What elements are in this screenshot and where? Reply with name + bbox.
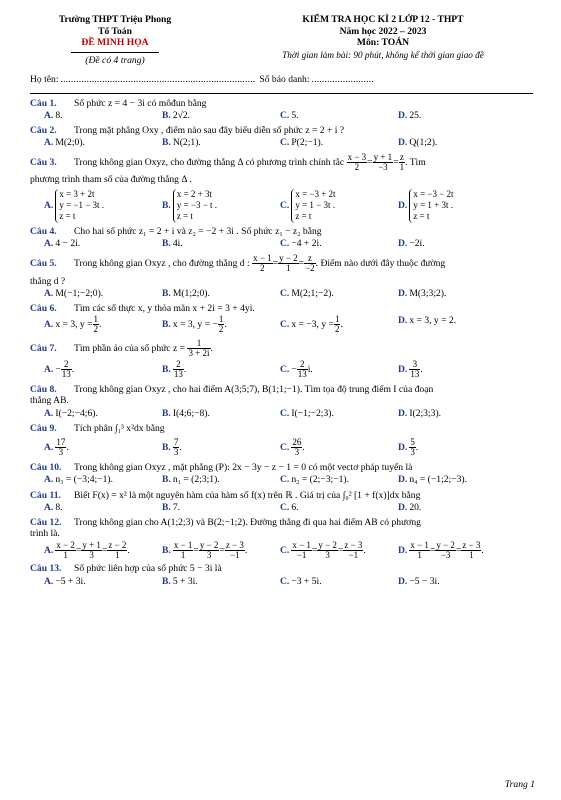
option-a[interactable]: A. −5 + 3i. — [44, 575, 86, 587]
student-info — [30, 74, 533, 86]
option-b[interactable]: B. N(2;1). — [162, 137, 201, 148]
option-d[interactable]: D. x = −3 − 2t y = 1 + 3t . z = t — [398, 188, 454, 222]
page-footer: Trang 1 — [504, 778, 535, 790]
question-text: Tìm phần ảo của số phức z = — [74, 343, 186, 355]
option-b[interactable]: B. $\frac{2}{13}$ . — [162, 358, 187, 380]
question-6 — [30, 303, 533, 335]
header-left — [30, 14, 200, 66]
question-number: Câu 5. — [30, 257, 57, 269]
options — [44, 474, 533, 486]
option-a[interactable]: A. 8. — [44, 110, 63, 121]
question-text: Trong không gian Oxyz , mặt phẳng (P): 2x − 3y − z − 1 = 0 có một vectơ pháp tuyến là — [74, 461, 413, 473]
question-text: Tích phân ∫₁³ x²dx bằng — [74, 423, 165, 435]
option-c[interactable]: C. x = −3 + 2t y = 1 − 3t . z = t — [280, 188, 336, 222]
option-a[interactable]: A. $\frac{17}{3}$ . — [44, 436, 69, 458]
question-number: Câu 9. — [30, 423, 57, 435]
question-10 — [30, 462, 533, 486]
question-text: Trong không gian cho A(1;2;3) và B(2;−1;2). Đường thẳng đi qua hai điểm AB có phương — [74, 516, 421, 528]
question-2 — [30, 125, 533, 149]
option-c[interactable]: C. 6. — [280, 502, 299, 513]
question-text: Trong không gian Oxyz , cho hai điểm A(3;5;7), B(1;1;−1). Tìm tọa độ trung điểm I của đoạn — [74, 383, 434, 395]
options — [44, 288, 533, 300]
option-c[interactable]: C. 5. — [280, 110, 299, 121]
option-c[interactable]: C. M(2;1;−2). — [280, 288, 334, 299]
question-number: Câu 1. — [30, 97, 57, 109]
school-name: Trường THPT Triệu Phong — [58, 14, 172, 25]
question-number: Câu 2. — [30, 124, 57, 136]
question-12 — [30, 517, 533, 561]
question-4 — [30, 226, 533, 250]
subject: Môn: TOÁN — [356, 37, 410, 48]
question-number: Câu 3. — [30, 156, 57, 168]
option-d[interactable]: D. $\frac{x - 1}{1}$ = $\frac{y - 2}{-3}$ = $\frac{z - 3}{1}$ . — [398, 539, 484, 560]
option-d[interactable]: D. −2i. — [398, 238, 425, 250]
option-b[interactable]: B. M(1;2;0). — [162, 288, 210, 299]
option-d[interactable]: D. $\frac{5}{3}$ . — [398, 436, 419, 458]
question-text: Tìm các số thực x, y thỏa mãn x + 2i = 3 + 4yi. — [74, 302, 255, 314]
question-text-cont: trình là. — [30, 528, 60, 539]
page-count: (Đề có 4 trang) — [85, 54, 145, 66]
question-number: Câu 8. — [30, 383, 57, 395]
options — [44, 541, 533, 561]
question-text: Cho hai số phức z₁ = 2 + i và z₂ = −2 + 3i . Số phức z₁ − z₂ bằng — [74, 225, 322, 237]
option-b[interactable]: B. x = 3, y = − $\frac{1}{2}$ . — [162, 314, 227, 335]
options — [44, 438, 533, 458]
id-label: Số báo danh: — [259, 74, 310, 85]
question-8 — [30, 384, 533, 420]
question-number: Câu 11. — [30, 489, 61, 501]
question-text: Số phức liên hợp của số phức 5 − 3i là — [74, 563, 222, 575]
question-text: Số phức z = 4 − 3i có môđun bằng — [74, 97, 207, 109]
question-text-cont: thẳng d ? — [30, 275, 66, 287]
option-d[interactable]: D. Q(1;2). — [398, 137, 438, 148]
divider — [30, 93, 533, 94]
options — [44, 315, 533, 335]
id-field[interactable]: ........................ — [311, 74, 374, 85]
question-number: Câu 13. — [30, 563, 62, 575]
header — [30, 14, 533, 66]
options — [44, 576, 533, 588]
option-b[interactable]: B. 7. — [162, 502, 181, 513]
options — [44, 238, 533, 250]
question-text: Trong mặt phẳng Oxy , điểm nào sau đây biểu diễn số phức z = 2 + i ? — [74, 124, 345, 136]
option-b[interactable]: B. $\frac{x - 1}{1}$ = $\frac{y - 2}{3}$ = $\frac{z - 3}{-1}$ . — [162, 539, 248, 560]
option-b[interactable]: B. 5 + 3i. — [162, 575, 198, 587]
option-a[interactable]: A. 8. — [44, 502, 63, 513]
fraction: $\frac{x - 1}{2}$ — [253, 252, 272, 274]
fraction: $\frac{z}{-2}$ — [305, 252, 315, 274]
question-number: Câu 4. — [30, 225, 57, 237]
question-3: Câu 3. Trong không gian Oxyz, cho đường thẳng Δ có phương trình chính tắc $\frac{x - 3}{2}$ = $\frac{y + 1}{-3}$ = $\frac{z}{1}$ . Tìm phương trình tham số của đường thẳng Δ . A. x = 3 + 2t y = −1 − 3t . z = t B. x = 2 + 3t y = −3 − t . z = t C. x = −3 + 2t y = 1 − 3t . z = t D. x = −3 − 2t y = 1 + 3t . z = t — [30, 153, 533, 223]
school-year: Năm học 2022 – 2023 — [339, 25, 427, 37]
option-c[interactable]: C. I(−1;−2;3). — [280, 407, 334, 419]
header-right — [233, 14, 533, 66]
option-d[interactable]: D. n₄ = (−1;2;−3). — [398, 474, 468, 485]
option-a[interactable]: A. $\frac{x - 2}{1}$ = $\frac{y + 1}{3}$ = $\frac{z - 2}{1}$ . — [44, 539, 130, 560]
question-7: Câu 7. Tìm phần ảo của số phức z = $\frac{1}{3 + 2i}$ . A. − $\frac{2}{13}$ . B. $\frac{2}{13}$ . C. − $\frac{2}{13}$ i. D. $\frac{3}{13}$ . — [30, 339, 533, 380]
option-c[interactable]: C. x = −3, y = $\frac{1}{2}$ . — [280, 314, 343, 335]
option-a[interactable]: A. x = 3, y = $\frac{1}{2}$ . — [44, 314, 102, 335]
option-a[interactable]: A. M(2;0). — [44, 137, 85, 148]
options — [44, 137, 533, 149]
question-9 — [30, 423, 533, 457]
question-number: Câu 6. — [30, 302, 57, 314]
header-rule — [71, 52, 159, 53]
options — [44, 408, 533, 420]
option-c[interactable]: C. P(2;−1). — [280, 137, 324, 148]
exam-title: KIỂM TRA HỌC KÌ 2 LỚP 12 - THPT — [302, 14, 464, 25]
option-b[interactable]: B. 2√2. — [162, 110, 191, 121]
option-c[interactable]: C. $\frac{26}{3}$ . — [280, 436, 305, 458]
option-b[interactable]: B. x = 2 + 3t y = −3 − t . z = t — [162, 188, 218, 222]
question-text: Trong không gian Oxyz, cho đường thẳng Δ có phương trình chính tắc — [74, 156, 345, 168]
group-name: Tổ Toán — [98, 25, 132, 37]
question-5: Câu 5. Trong không gian Oxyz , cho đường thẳng d : $\frac{x - 1}{2}$ = $\frac{y - 2}{1}$ = $\frac{z}{-2}$ . Điểm nào dưới đây thuộc đường thẳng d ? A. M(−1;−2;0). B. M(1;2;0). C. M(2;1;−2). D. M(3;3;2). — [30, 254, 533, 300]
option-a[interactable]: A. I(−2;−4;6). — [44, 407, 98, 419]
option-d[interactable]: D. M(3;3;2). — [398, 288, 447, 299]
question-text: Trong không gian Oxyz , cho đường thẳng d : — [74, 257, 250, 269]
fraction: $\frac{x - 3}{2}$ — [347, 151, 367, 172]
option-b[interactable]: B. 4i. — [162, 238, 183, 250]
name-field[interactable]: ........................................................................... — [60, 74, 256, 85]
fraction: $\frac{y - 2}{1}$ — [279, 252, 298, 274]
option-d[interactable]: D. x = 3, y = 2. — [398, 315, 457, 326]
option-a[interactable]: A. 4 − 2i. — [44, 238, 81, 250]
option-c[interactable]: C. −3 + 5i. — [280, 575, 322, 587]
option-d[interactable]: D. I(2;3;3). — [398, 407, 442, 419]
exam-tag: ĐỀ MINH HỌA — [81, 37, 149, 48]
option-c[interactable]: C. −4 + 2i. — [280, 238, 322, 250]
question-1 — [30, 98, 533, 122]
option-c[interactable]: C. − $\frac{2}{13}$ i. — [280, 358, 313, 380]
options — [44, 360, 533, 380]
option-d[interactable]: D. 25. — [398, 110, 422, 121]
fraction: $\frac{y + 1}{-3}$ — [373, 151, 393, 172]
question-number: Câu 10. — [30, 461, 62, 473]
options — [44, 110, 533, 122]
option-a[interactable]: A. − $\frac{2}{13}$ . — [44, 358, 75, 380]
option-c[interactable]: C. $\frac{x - 1}{-1}$ = $\frac{y - 2}{3}$ = $\frac{z - 3}{-1}$ . — [280, 539, 366, 560]
duration: Thời gian làm bài: 90 phút, không kể thời gian giao đề — [282, 49, 484, 60]
question-text: Biết F(x) = x² là một nguyên hàm của hàm số f(x) trên ℝ . Giá trị của ∫₀² [1 + f(x)]dx bằng — [74, 489, 421, 501]
option-d[interactable]: D. −5 − 3i. — [398, 575, 440, 587]
option-c[interactable]: C. n₂ = (2;−3;−1). — [280, 474, 350, 485]
name-label: Họ tên: — [30, 74, 59, 85]
option-b[interactable]: B. I(4;6;−8). — [162, 407, 210, 419]
question-text-cont: phương trình tham số của đường thẳng Δ . — [30, 174, 192, 186]
option-d[interactable]: D. $\frac{3}{13}$ . — [398, 358, 423, 380]
options — [44, 189, 533, 223]
question-number: Câu 7. — [30, 343, 57, 355]
option-a[interactable]: A. n₃ = (−3;4;−1). — [44, 474, 114, 485]
fraction: $\frac{z}{1}$ — [399, 151, 405, 172]
options — [44, 502, 533, 514]
option-b[interactable]: B. $\frac{7}{3}$ . — [162, 436, 182, 458]
option-b[interactable]: B. n₁ = (2;3;1). — [162, 474, 220, 485]
question-13 — [30, 563, 533, 587]
question-number: Câu 12. — [30, 516, 62, 528]
option-a[interactable]: A. M(−1;−2;0). — [44, 288, 104, 299]
question-11 — [30, 490, 533, 514]
question-text-cont: thẳng AB. — [30, 395, 69, 407]
option-d[interactable]: D. 20. — [398, 502, 422, 513]
option-a[interactable]: A. x = 3 + 2t y = −1 − 3t . z = t — [44, 188, 105, 222]
